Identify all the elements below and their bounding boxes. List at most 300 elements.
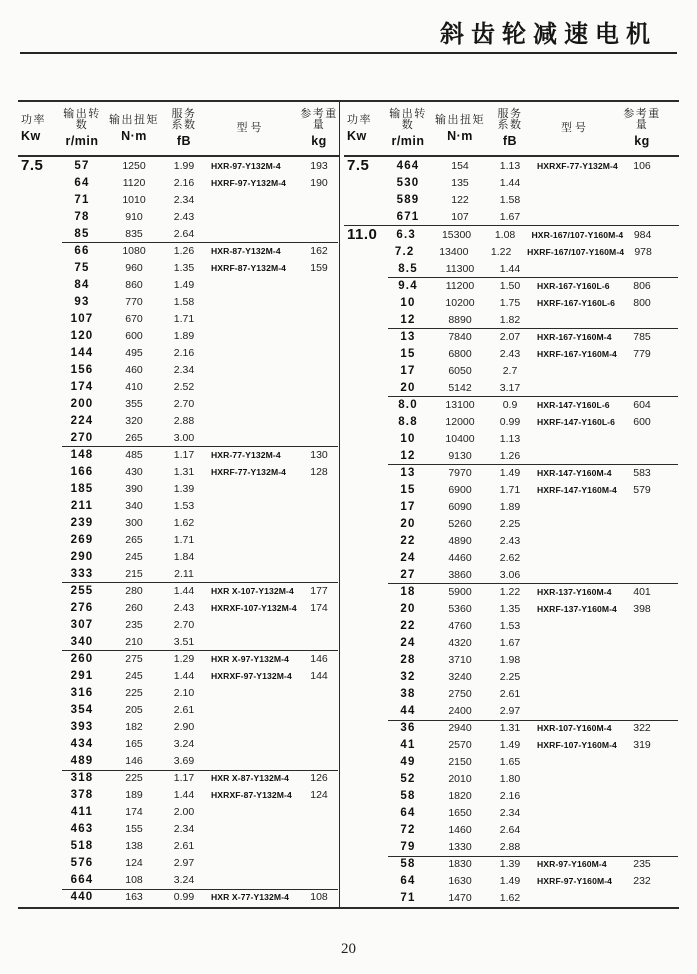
service-factor-value: 2.70	[173, 618, 195, 631]
output-speed-value: 57	[74, 159, 90, 172]
service-factor-value: 2.16	[173, 176, 195, 189]
output-speed-value: 7.2	[394, 245, 415, 258]
model-number: HXR X-97-Y132M-4	[211, 653, 290, 664]
output-torque-value: 3860	[448, 568, 472, 581]
output-torque-value: 12000	[445, 415, 475, 428]
model-number: HXRF-147-Y160L-6	[537, 416, 616, 427]
output-speed-value: 307	[70, 618, 94, 631]
weight-value: 124	[310, 789, 328, 802]
service-factor-value: 1.44	[173, 669, 195, 682]
output-speed-value: 64	[400, 807, 416, 820]
output-torque-value: 6090	[448, 500, 472, 513]
service-factor-value: 1.53	[173, 499, 195, 512]
column-label: 输出转数	[389, 108, 427, 132]
service-factor-value: 2.25	[499, 670, 521, 683]
output-torque-value: 146	[125, 755, 143, 768]
output-torque-value: 1650	[448, 807, 472, 820]
table-row	[344, 549, 679, 566]
output-torque-value: 9130	[448, 449, 472, 462]
service-factor-value: 1.75	[499, 296, 521, 309]
output-speed-value: 93	[74, 295, 90, 308]
output-speed-value: 530	[396, 176, 420, 189]
output-torque-value: 265	[125, 431, 143, 444]
output-speed-value: 8.8	[398, 415, 418, 428]
output-torque-value: 495	[125, 346, 143, 359]
table-row	[344, 157, 679, 174]
output-speed-value: 18	[400, 585, 416, 598]
table-row	[344, 737, 679, 754]
output-speed-value: 32	[400, 670, 416, 683]
output-torque-value: 154	[451, 159, 469, 172]
column-header-model	[202, 123, 299, 134]
table-row	[344, 191, 679, 208]
table-row	[344, 515, 679, 532]
service-factor-value: 1.82	[499, 313, 521, 326]
output-speed-value: 318	[70, 772, 94, 785]
service-factor-value: 2.64	[499, 824, 521, 837]
output-torque-value: 275	[125, 652, 143, 665]
output-speed-value: 41	[400, 739, 416, 752]
column-header-output-torque	[428, 115, 492, 143]
output-speed-value: 58	[400, 790, 416, 803]
weight-value: 106	[633, 159, 651, 172]
service-factor-value: 2.43	[173, 210, 195, 223]
output-speed-value: 200	[70, 397, 94, 410]
table-row	[344, 413, 679, 430]
output-speed-value: 489	[70, 755, 94, 768]
service-factor-value: 2.61	[173, 704, 195, 716]
model-number: HXR-167-Y160M-4	[537, 331, 612, 342]
table-row	[344, 685, 679, 702]
weight-value: 162	[310, 244, 328, 257]
gear-ratio-group	[344, 720, 679, 856]
gear-ratio-group	[344, 277, 679, 328]
output-torque-value: 1010	[122, 193, 146, 206]
table-row	[344, 379, 679, 396]
table-row	[344, 277, 679, 294]
table-row	[344, 447, 679, 464]
service-factor-value: 2.90	[173, 721, 195, 734]
service-factor-value: 2.97	[173, 857, 195, 870]
table-row	[18, 497, 339, 514]
service-factor-value: 1.26	[173, 244, 195, 257]
table-row	[18, 667, 339, 684]
output-speed-value: 434	[70, 738, 94, 751]
table-row	[344, 532, 679, 549]
output-speed-value: 156	[70, 363, 94, 376]
service-factor-value: 1.39	[173, 482, 195, 495]
output-speed-value: 166	[70, 465, 94, 478]
model-number: HXR-137-Y160M-4	[537, 586, 612, 597]
output-torque-value: 3710	[448, 653, 472, 666]
table-row	[344, 703, 679, 720]
column-label: 参考重量	[623, 108, 661, 132]
output-torque-value: 1330	[448, 841, 472, 854]
service-factor-value: 1.62	[173, 516, 195, 529]
output-speed-value: 20	[400, 381, 416, 394]
table-row	[18, 821, 339, 838]
output-speed-value: 269	[70, 533, 94, 546]
column-header-service-factor	[492, 109, 528, 148]
output-torque-value: 1080	[122, 244, 146, 257]
table-row	[344, 294, 679, 311]
column-unit: r/min	[65, 134, 99, 149]
table-row	[344, 873, 679, 890]
output-torque-value: 135	[451, 176, 469, 189]
table-row	[344, 890, 679, 907]
output-torque-value: 430	[125, 465, 143, 478]
table-row	[344, 396, 679, 413]
gear-ratio-group	[344, 464, 679, 583]
weight-value: 193	[310, 159, 328, 172]
gear-ratio-group	[18, 582, 339, 650]
output-torque-value: 165	[125, 738, 143, 751]
output-speed-value: 174	[70, 380, 94, 393]
table-row	[18, 429, 339, 446]
output-torque-value: 13400	[439, 245, 469, 258]
service-factor-value: 2.61	[499, 687, 521, 700]
power-value: 7.5	[347, 157, 370, 174]
output-speed-value: 211	[70, 499, 94, 512]
gear-ratio-group	[18, 650, 339, 769]
table-row	[18, 787, 339, 804]
table-row	[344, 260, 679, 277]
output-speed-value: 6.3	[396, 228, 416, 241]
output-torque-value: 6900	[448, 483, 472, 496]
service-factor-value: 1.65	[499, 756, 521, 769]
output-torque-value: 205	[125, 704, 143, 716]
spec-table-right	[340, 102, 679, 907]
output-speed-value: 276	[70, 601, 94, 614]
service-factor-value: 1.29	[173, 652, 195, 665]
table-row	[18, 582, 339, 599]
table-row	[18, 480, 339, 497]
table-row	[18, 872, 339, 889]
service-factor-value: 1.89	[499, 500, 521, 513]
table-row	[344, 839, 679, 856]
output-torque-value: 210	[125, 635, 143, 648]
gear-ratio-group	[18, 446, 339, 582]
service-factor-value: 3.51	[173, 635, 195, 648]
table-row	[18, 412, 339, 429]
output-speed-value: 27	[400, 568, 416, 581]
table-row	[18, 633, 339, 650]
output-speed-value: 144	[70, 346, 94, 359]
table-row	[344, 634, 679, 651]
output-torque-value: 2750	[448, 687, 472, 700]
service-factor-value: 1.44	[499, 262, 521, 275]
output-speed-value: 52	[400, 773, 416, 786]
service-factor-value: 1.44	[499, 176, 521, 189]
table-row	[18, 361, 339, 378]
table-row	[18, 276, 339, 293]
output-speed-value: 71	[74, 193, 90, 206]
weight-value: 398	[633, 602, 651, 615]
output-speed-value: 464	[396, 159, 420, 172]
spec-tables	[18, 100, 679, 909]
spec-table-left	[18, 102, 340, 907]
output-torque-value: 15300	[441, 228, 472, 241]
table-row	[344, 498, 679, 515]
model-number: HXRF-77-Y132M-4	[211, 466, 287, 477]
service-factor-value: 1.13	[499, 432, 521, 445]
output-speed-value: 8.5	[398, 262, 418, 275]
service-factor-value: 1.50	[499, 279, 521, 292]
table-row	[18, 565, 339, 582]
page-number: 20	[341, 941, 356, 957]
output-speed-value: 120	[70, 329, 94, 342]
output-torque-value: 320	[125, 414, 143, 427]
service-factor-value: 2.34	[499, 807, 521, 820]
model-number: HXRXF-97-Y132M-4	[211, 670, 292, 681]
column-header-reference-weight	[622, 109, 662, 148]
service-factor-value: 1.49	[173, 278, 195, 291]
output-torque-value: 4760	[448, 619, 472, 632]
output-torque-value: 155	[125, 823, 143, 836]
table-row	[18, 344, 339, 361]
output-torque-value: 4890	[448, 534, 472, 547]
table-row	[18, 378, 339, 395]
table-row	[344, 328, 679, 345]
table-row	[18, 616, 339, 633]
output-torque-value: 215	[125, 567, 143, 580]
output-torque-value: 355	[125, 397, 143, 410]
weight-value: 583	[633, 466, 651, 479]
output-torque-value: 7840	[448, 330, 472, 343]
table-row	[344, 311, 679, 328]
page-title: 斜齿轮减速电机	[440, 21, 657, 48]
output-torque-value: 11300	[445, 262, 475, 275]
service-factor-value: 1.35	[173, 261, 195, 274]
column-label: 输出扭矩	[109, 113, 159, 126]
table-row	[344, 651, 679, 668]
table-row	[18, 446, 339, 463]
output-speed-value: 44	[400, 705, 416, 717]
column-label: 功率	[347, 113, 372, 126]
output-torque-value: 8890	[448, 313, 472, 326]
output-speed-value: 664	[70, 874, 94, 887]
model-number: HXRF-107-Y160M-4	[537, 740, 617, 751]
output-torque-value: 770	[125, 295, 143, 308]
weight-value: 174	[310, 601, 328, 614]
column-header-service-factor	[166, 109, 202, 148]
output-speed-value: 12	[400, 313, 416, 326]
table-row	[344, 805, 679, 822]
service-factor-value: 1.98	[499, 653, 521, 666]
service-factor-value: 2.16	[499, 790, 521, 803]
weight-value: 235	[633, 858, 651, 871]
service-factor-value: 1.49	[499, 466, 521, 479]
output-speed-value: 15	[400, 347, 416, 360]
service-factor-value: 1.31	[173, 465, 195, 478]
gear-ratio-group	[18, 242, 339, 446]
output-speed-value: 440	[70, 891, 94, 904]
service-factor-value: 2.07	[499, 330, 521, 343]
output-torque-value: 108	[125, 874, 143, 887]
output-torque-value: 10200	[445, 296, 475, 309]
table-row	[344, 208, 679, 225]
output-speed-value: 78	[74, 210, 90, 223]
output-speed-value: 66	[74, 244, 90, 257]
output-speed-value: 71	[400, 892, 416, 905]
weight-value: 177	[310, 584, 328, 597]
service-factor-value: 2.70	[173, 397, 195, 410]
table-row	[18, 514, 339, 531]
output-torque-value: 390	[125, 482, 143, 495]
power-value: 7.5	[21, 157, 44, 174]
model-number: HXRF-97-Y132M-4	[211, 177, 287, 188]
table-row	[18, 327, 339, 344]
table-row	[18, 310, 339, 327]
gear-ratio-group	[18, 889, 339, 906]
service-factor-value: 1.35	[499, 602, 521, 615]
table-row	[344, 464, 679, 481]
weight-value: 159	[310, 261, 328, 274]
output-torque-value: 910	[125, 210, 143, 223]
output-torque-value: 138	[125, 840, 143, 853]
output-torque-value: 225	[125, 686, 143, 699]
service-factor-value: 2.88	[173, 414, 195, 427]
service-factor-value: 2.64	[173, 227, 195, 240]
service-factor-value: 1.80	[499, 773, 521, 786]
gear-ratio-group	[344, 856, 679, 907]
output-torque-value: 600	[125, 329, 143, 342]
output-torque-value: 300	[125, 516, 143, 529]
output-speed-value: 84	[74, 278, 90, 291]
output-speed-value: 463	[70, 823, 94, 836]
column-unit: fB	[502, 134, 518, 149]
weight-value: 779	[633, 347, 651, 360]
table-row	[344, 226, 679, 243]
weight-value: 579	[633, 483, 651, 496]
gear-ratio-group	[344, 226, 679, 277]
output-torque-value: 2940	[448, 722, 472, 735]
output-torque-value: 11200	[445, 279, 475, 292]
output-torque-value: 174	[125, 806, 143, 819]
table-row	[344, 856, 679, 873]
table-row	[344, 617, 679, 634]
model-number: HXRF-167/107-Y160M-4	[527, 246, 625, 257]
output-speed-value: 576	[70, 857, 94, 870]
column-unit: kg	[634, 134, 650, 149]
output-speed-value: 290	[70, 550, 94, 563]
gear-ratio-group	[344, 583, 679, 719]
column-label: 服务系数	[171, 108, 197, 132]
service-factor-value: 1.22	[499, 585, 521, 598]
output-torque-value: 5360	[448, 602, 472, 615]
table-row	[18, 293, 339, 310]
table-row	[18, 736, 339, 753]
table-header-right	[344, 102, 679, 157]
table-row	[18, 242, 339, 259]
service-factor-value: 1.99	[173, 159, 195, 172]
column-unit: Kw	[21, 128, 41, 143]
service-factor-value: 1.89	[173, 329, 195, 342]
model-number: HXRF-87-Y132M-4	[211, 262, 287, 273]
service-factor-value: 3.24	[173, 738, 195, 751]
output-speed-value: 9.4	[398, 279, 418, 292]
weight-value: 108	[310, 891, 328, 904]
title-rule	[20, 52, 677, 54]
service-factor-value: 1.53	[499, 619, 521, 632]
output-torque-value: 1820	[448, 790, 472, 803]
service-factor-value: 2.61	[173, 840, 195, 853]
table-row	[344, 788, 679, 805]
weight-value: 401	[633, 585, 651, 598]
output-speed-value: 316	[70, 686, 94, 699]
output-torque-value: 5142	[448, 381, 472, 394]
output-speed-value: 10	[400, 296, 416, 309]
column-unit: r/min	[391, 134, 425, 149]
output-speed-value: 354	[70, 704, 94, 716]
table-row	[344, 771, 679, 788]
service-factor-value: 2.52	[173, 380, 195, 393]
service-factor-value: 1.84	[173, 550, 195, 563]
weight-value: 604	[633, 398, 651, 411]
table-row	[18, 191, 339, 208]
table-row	[18, 531, 339, 548]
table-row	[18, 225, 339, 242]
output-speed-value: 24	[400, 636, 416, 649]
output-speed-value: 38	[400, 687, 416, 700]
output-speed-value: 411	[70, 806, 94, 819]
output-speed-value: 255	[70, 584, 94, 597]
service-factor-value: 1.44	[173, 789, 195, 802]
output-speed-value: 224	[70, 414, 94, 427]
table-row	[344, 668, 679, 685]
output-speed-value: 185	[70, 482, 94, 495]
service-factor-value: 1.17	[173, 448, 195, 461]
output-torque-value: 6050	[448, 364, 472, 377]
service-factor-value: 1.31	[499, 722, 521, 735]
output-torque-value: 107	[451, 210, 469, 223]
output-torque-value: 410	[125, 380, 143, 393]
output-speed-value: 17	[400, 500, 416, 513]
power-value: 11.0	[347, 226, 378, 244]
column-label: 服务系数	[497, 108, 523, 132]
output-torque-value: 245	[125, 550, 143, 563]
column-unit: kg	[311, 134, 327, 149]
model-number: HXR-87-Y132M-4	[211, 245, 281, 256]
service-factor-value: 3.17	[499, 381, 521, 394]
column-label: 输出转数	[63, 108, 101, 132]
service-factor-value: 3.69	[173, 755, 195, 768]
column-unit: N·m	[447, 128, 473, 143]
weight-value: 800	[633, 296, 651, 309]
model-number: HXR X-77-Y132M-4	[211, 892, 290, 903]
output-speed-value: 378	[70, 789, 94, 802]
model-number: HXRXF-107-Y132M-4	[211, 602, 297, 613]
column-label: 型号	[561, 122, 589, 134]
output-torque-value: 7970	[448, 466, 472, 479]
output-speed-value: 49	[400, 756, 416, 769]
output-torque-value: 485	[125, 448, 143, 461]
model-number: HXR-97-Y132M-4	[211, 160, 281, 171]
table-row	[18, 395, 339, 412]
column-header-power	[18, 115, 62, 143]
column-header-output-speed	[388, 109, 428, 148]
table-row	[18, 259, 339, 276]
table-row	[18, 548, 339, 565]
service-factor-value: 1.44	[173, 584, 195, 597]
output-speed-value: 107	[70, 312, 94, 325]
gear-ratio-group	[344, 396, 679, 464]
output-torque-value: 340	[125, 499, 143, 512]
output-speed-value: 72	[400, 824, 416, 837]
service-factor-value: 2.16	[173, 346, 195, 359]
service-factor-value: 2.34	[173, 363, 195, 376]
table-row	[18, 463, 339, 480]
